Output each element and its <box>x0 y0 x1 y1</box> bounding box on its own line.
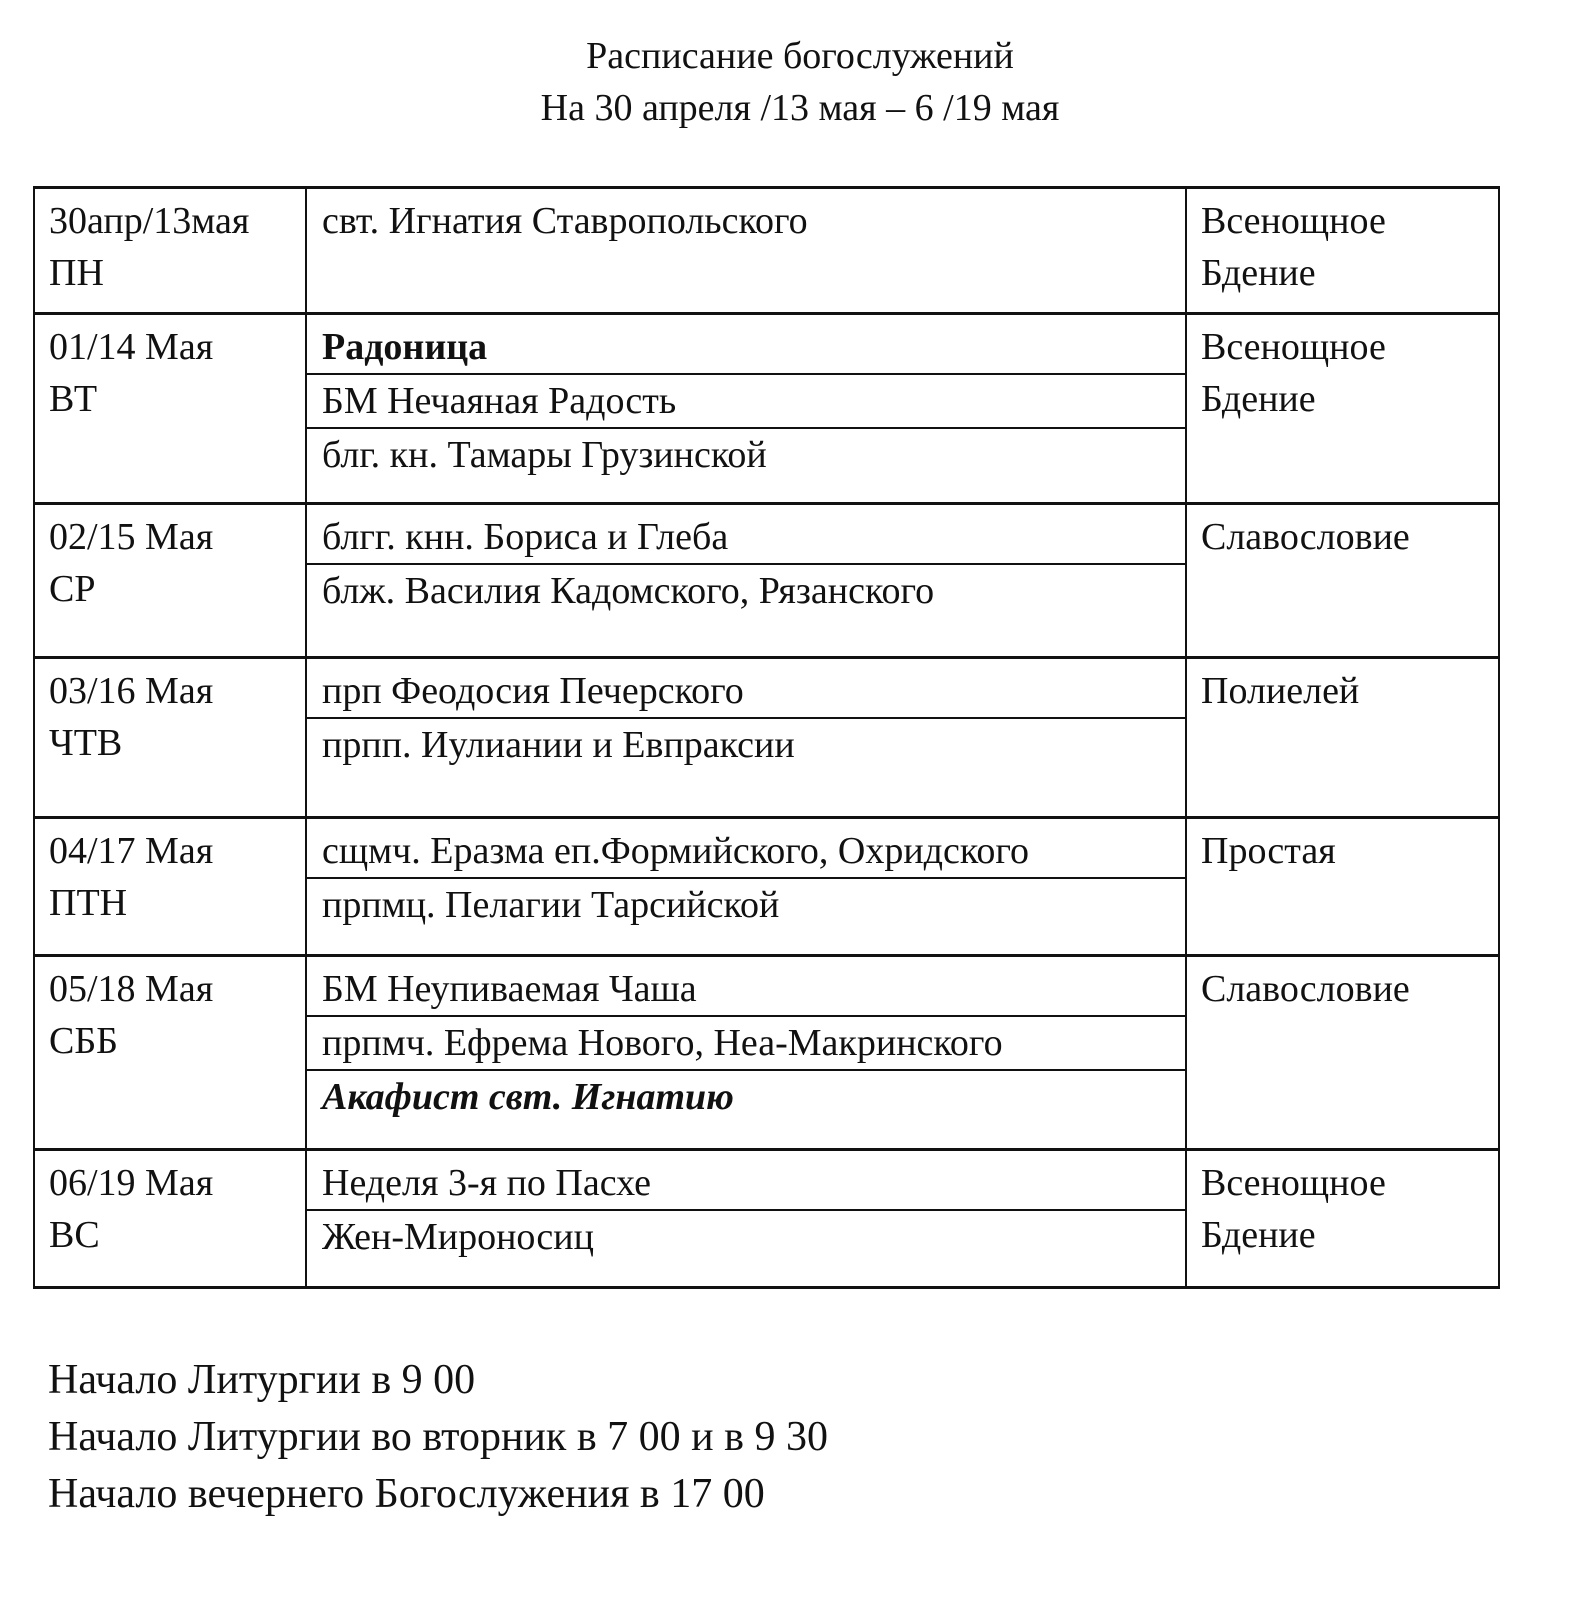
date-label: 04/17 Мая <box>49 830 214 872</box>
liturgy-time: Начало Литургии в 9 00 <box>48 1357 476 1403</box>
event-entry: БМ Неупиваемая Чаша <box>307 957 1185 1017</box>
weekday-label: ПТН <box>49 882 128 924</box>
service-type-label: Славословие <box>1201 516 1410 558</box>
tuesday-liturgy-time: Начало Литургии во вторник в 7 00 и в 9 30 <box>48 1414 828 1460</box>
event-entry: прпмц. Пелагии Тарсийской <box>322 884 780 926</box>
date-cell <box>34 658 306 818</box>
date-label: 30апр/13мая <box>49 200 250 242</box>
service-type-label: Славословие <box>1201 968 1410 1010</box>
document-title: Расписание богослужений <box>586 35 1014 77</box>
schedule-row <box>34 1150 1499 1288</box>
events-cell <box>306 658 1186 818</box>
schedule-row <box>34 818 1499 956</box>
schedule-table <box>33 186 1500 1289</box>
events-cell <box>306 504 1186 658</box>
event-entry: Неделя 3-я по Пасхе <box>307 1151 1185 1211</box>
service-type-label: Всенощное <box>1201 200 1386 242</box>
event-entry: Акафист свт. Игнатию <box>322 1076 734 1118</box>
event-entry: Радоница <box>307 315 1185 375</box>
service-type-cell <box>1186 818 1499 956</box>
service-type-label: Всенощное <box>1201 1162 1386 1204</box>
date-cell <box>34 188 306 314</box>
service-type-label: Бдение <box>1201 1214 1316 1256</box>
schedule-row <box>34 504 1499 658</box>
document-subtitle: На 30 апреля /13 мая – 6 /19 мая <box>540 87 1060 129</box>
date-cell <box>34 1150 306 1288</box>
service-type-label: Всенощное <box>1201 326 1386 368</box>
service-type-cell <box>1186 314 1499 504</box>
schedule-body <box>34 188 1499 1288</box>
document-header <box>0 30 1573 134</box>
date-label: 02/15 Мая <box>49 516 214 558</box>
date-label: 06/19 Мая <box>49 1162 214 1204</box>
service-type-label: Простая <box>1201 830 1336 872</box>
schedule-row <box>34 188 1499 314</box>
date-cell <box>34 504 306 658</box>
events-cell <box>306 1150 1186 1288</box>
event-entry: прп Феодосия Печерского <box>307 659 1185 719</box>
service-type-cell <box>1186 1150 1499 1288</box>
date-label: 01/14 Мая <box>49 326 214 368</box>
schedule-row <box>34 956 1499 1150</box>
schedule-row <box>34 658 1499 818</box>
event-entry: Жен-Мироносиц <box>322 1216 594 1258</box>
weekday-label: ПН <box>49 252 104 294</box>
event-entry: БМ Нечаяная Радость <box>307 375 1185 429</box>
events-cell <box>306 956 1186 1150</box>
events-cell <box>306 188 1186 314</box>
date-label: 03/16 Мая <box>49 670 214 712</box>
date-cell <box>34 956 306 1150</box>
service-type-label: Бдение <box>1201 252 1316 294</box>
schedule-row <box>34 314 1499 504</box>
service-type-label: Бдение <box>1201 378 1316 420</box>
date-label: 05/18 Мая <box>49 968 214 1010</box>
service-type-cell <box>1186 504 1499 658</box>
evening-service-time: Начало вечернего Богослужения в 17 00 <box>48 1471 765 1517</box>
weekday-label: ВС <box>49 1214 100 1256</box>
weekday-label: СР <box>49 568 96 610</box>
service-type-cell <box>1186 956 1499 1150</box>
event-entry: блг. кн. Тамары Грузинской <box>322 434 767 476</box>
date-cell <box>34 818 306 956</box>
event-entry: блгг. кнн. Бориса и Глеба <box>307 505 1185 565</box>
date-cell <box>34 314 306 504</box>
service-type-label: Полиелей <box>1201 670 1360 712</box>
service-times <box>48 1352 828 1523</box>
weekday-label: ЧТВ <box>49 722 123 764</box>
service-type-cell <box>1186 188 1499 314</box>
weekday-label: ВТ <box>49 378 98 420</box>
event-entry: сщмч. Еразма еп.Формийского, Охридского <box>307 819 1185 879</box>
events-cell <box>306 314 1186 504</box>
event-entry: прпп. Иулиании и Евпраксии <box>322 724 795 766</box>
event-entry: блж. Василия Кадомского, Рязанского <box>322 570 935 612</box>
service-type-cell <box>1186 658 1499 818</box>
event-entry: свт. Игнатия Ставропольского <box>322 200 808 242</box>
event-entry: прпмч. Ефрема Нового, Неа-Макринского <box>307 1017 1185 1071</box>
weekday-label: СББ <box>49 1020 118 1062</box>
events-cell <box>306 818 1186 956</box>
